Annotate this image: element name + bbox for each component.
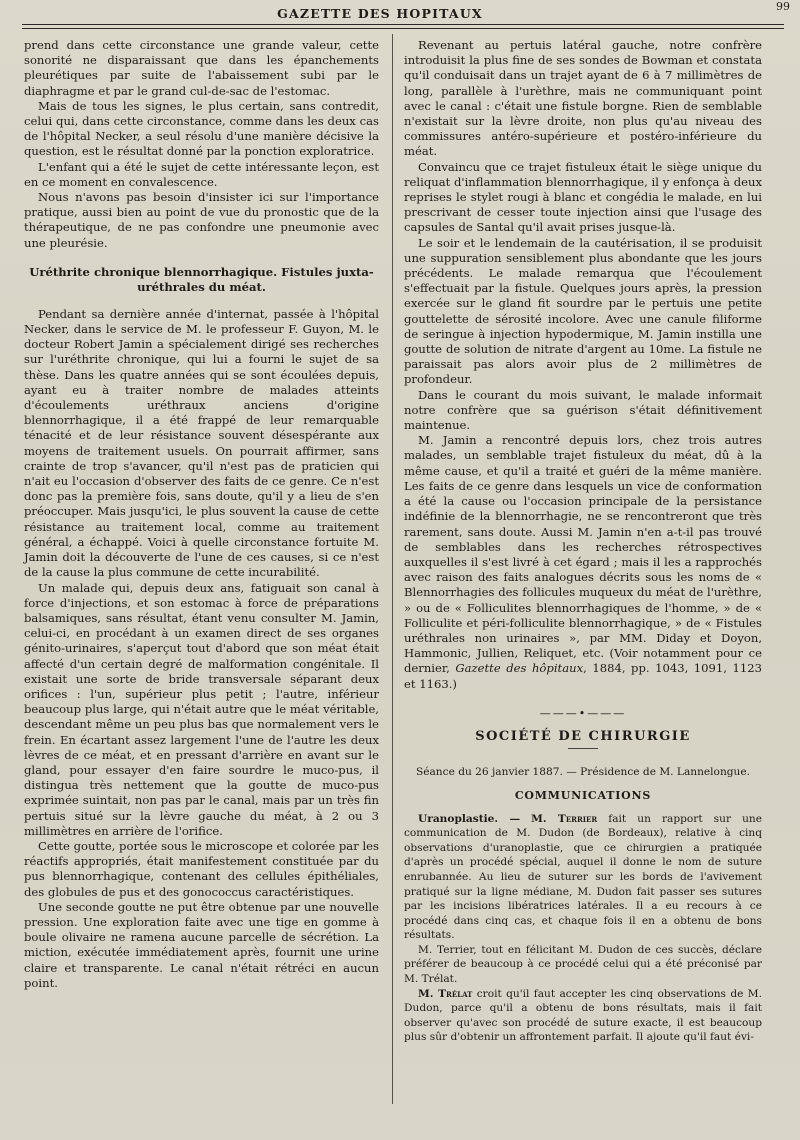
- paragraph: Mais de tous les signes, le plus certain, sans contredit, celui qui, dans cette circonstance, comme dans les deux cas de l'hôpital Necker, a seul résolu d'une manière décisive la question, est le résultat donné par la ponction exploratrice.: [24, 98, 379, 159]
- paragraph: [404, 812, 762, 943]
- header-rule-thin: [22, 28, 784, 29]
- paragraph: [404, 987, 762, 1045]
- speaker-name: M. Terrier: [531, 812, 598, 825]
- paragraph-text: croit qu'il faut accepter les cinq observations de M. Dudon, parce qu'il a obtenu de bons résultats, mais il fait observer qu'avec son procédé de suture exacte, il est beaucoup plus sûr d'obtenir un affrontement parfait. Il ajoute qu'il faut évi-: [404, 987, 762, 1044]
- paragraph-text: M. Jamin a rencontré depuis lors, chez trois autres malades, un semblable trajet fistuleux du méat, dû à la même cause, et qu'il a traité et guéri de la même manière. Les faits de ce genre dans lesquels un vice de conformation a été la cause ou l'occasion principale de la persistance indéfinie de la blennorrhagie, ne se rencontreront que très rarement, sans doute. Aussi M. Jamin n'en a-t-il pas trouvé de semblables dans les recherches rétrospectives auxquelles il s'est livré à cet égard ; mais il les a rapprochés avec raison des faits analogues décrits sous les noms de « Blennorrhagies des follicules muqueux du méat de l'urèthre, » ou de « Folliculites blennorrhagiques de l'homme, » de « Folliculite et péri-folliculite blennorrhagique, » de « Fistules uréthrales non urinaires », par MM. Diday et Doyon, Hammonic, Jullien, Reliquet, etc. (Voir notamment pour ce dernier,: [404, 433, 762, 676]
- paragraph: Un malade qui, depuis deux ans, fatiguait son canal à force d'injections, et son estomac à force de préparations balsamiques, sans résultat, étant venu consulter M. Jamin, celui-ci, en procédant à un examen direct de ses organes génito-urinaires, s'aperçut tout d'abord que son méat était affecté d'un certain degré de malformation congénitale. Il existait une sorte de bride transversale séparant deux orifices : l'un, supérieur plus petit ; l'autre, inférieur beaucoup plus large, qui n'était autre que le méat véritable, descendant même un peu plus bas que normalement vers le frein. En écartant assez largement l'une de l'autre les deux lèvres de ce méat, et en pressant d'arrière en avant sur le gland, pour essayer d'en faire sourdre le muco-pus, il distingua très nettement que la goutte de muco-pus exprimée suintait, non pas par le canal, mais par un très fin pertuis situé sur la lèvre gauche du méat, à 2 ou 3 millimètres en arrière de l'orifice.: [24, 580, 379, 838]
- paragraph: L'enfant qui a été le sujet de cette intéressante leçon, est en ce moment en convalescence.: [24, 159, 379, 189]
- paragraph: Convaincu que ce trajet fistuleux était le siège unique du reliquat d'inflammation blennorrhagique, il y enfonça à deux reprises le stylet rougi à blanc et congédia le malade, en lui prescrivant de cesser toute injection ainsi que l'usage des capsules de Santal qu'il avait prises jusque-là.: [404, 159, 762, 235]
- paragraph: Une seconde goutte ne put être obtenue par une nouvelle pression. Une exploration faite avec une tige en gomme à boule olivaire ne ramena aucune parcelle de sécrétion. La miction, exécutée immédiatement après, fournit une urine claire et transparente. Le canal n'était rétréci en aucun point.: [24, 899, 379, 990]
- header-rule-thick: [22, 24, 784, 25]
- seance-line: Séance du 26 janvier 1887. — Présidence de M. Lannelongue.: [415, 766, 751, 779]
- paragraph: Revenant au pertuis latéral gauche, notre confrère introduisit la plus fine de ses sondes de Bowman et constata qu'il conduisait dans un trajet ayant de 6 à 7 millimètres de long, parallèle à l'urèthre, mais ne communiquant point avec le canal : c'était une fistule borgne. Rien de semblable n'existait sur la lèvre droite, non plus qu'au niveau des commissures antéro-supérieure et postéro-inférieure du méat.: [404, 38, 762, 159]
- paragraph: [404, 433, 762, 691]
- section-title-societe: SOCIÉTÉ DE CHIRURGIE: [475, 728, 691, 744]
- paragraph: Nous n'avons pas besoin d'insister ici sur l'importance pratique, aussi bien au point de vue du pronostic que de la thérapeutique, de ne pas confondre une pneumonie avec une pleurésie.: [24, 190, 379, 250]
- paragraph-text: fait un rapport sur une communication de M. Dudon (de Bordeaux), relative à cinq observations d'uranoplastie, que ce chirurgien a pratiquée d'après un procédé spécial, auquel il donne le nom de suture enrubannée. Au lieu de suturer sur les bords de l'avivement pratiqué sur la ligne médiane, M. Dudon fait passer ses sutures par les incisions libératrices latérales. Il a eu recours à ce procédé dans cinq cas, et chaque fois il en a obtenu de bons résultats.: [404, 812, 762, 942]
- paragraph: Dans le courant du mois suivant, le malade informait notre confrère que sa guérison s'était définitivement maintenue.: [404, 387, 762, 433]
- left-column: [24, 38, 379, 991]
- paragraph: Le soir et le lendemain de la cautérisation, il se produisit une suppuration sensiblement plus abondante que les jours précédents. Le malade remarqua que l'écoulement s'effectuait par la fistule. Quelques jours après, la pression exercée sur le gland fit sourdre par le pertuis une petite gouttelette de sérosité incolore. Avec une canule filiforme de seringue à injection hypodermique, M. Jamin instilla une goutte de solution de nitrate d'argent au 10me. La fistule ne paraissait pas alors avoir plus de 2 millimètres de profondeur.: [404, 235, 762, 387]
- section-heading: Uréthrite chronique blennorrhagique. Fistules juxta-uréthrales du méat.: [29, 264, 374, 294]
- journal-title: GAZETTE DES HOPITAUX: [277, 6, 483, 21]
- column-divider: [392, 34, 393, 1104]
- paragraph: M. Terrier, tout en félicitant M. Dudon de ces succès, déclare préférer de beaucoup à ce procédé celui qui a été préconisé par M. Trélat.: [404, 943, 762, 986]
- paragraph: Cette goutte, portée sous le microscope et colorée par les réactifs appropriés, était manifestement constituée par du pus blennorrhagique, contenant des cellules épithéliales, des globules de pus et des gonococcus caractéristiques.: [24, 838, 379, 899]
- paragraph: prend dans cette circonstance une grande valeur, cette sonorité ne disparaissant que dans les épanchements pleurétiques par suite de l'abaissement subi par le diaphragme et par le grand cul-de-sac de l'estomac.: [24, 38, 379, 98]
- short-rule: [568, 748, 598, 749]
- page-number: 99: [776, 0, 790, 13]
- runin-heading: Uranoplastie. —: [418, 812, 521, 825]
- citation-journal: Gazette des hôpitaux: [455, 661, 584, 676]
- citation-pages: , 1884, pp. 1043, 1091, 1123 et 1163.): [404, 661, 763, 691]
- communications-heading: COMMUNICATIONS: [514, 789, 652, 803]
- speaker-name: M. Trélat: [418, 987, 473, 1000]
- ornament-divider: ———•———: [539, 706, 627, 720]
- right-column: [404, 38, 762, 1045]
- paragraph: Pendant sa dernière année d'internat, passée à l'hôpital Necker, dans le service de M. le professeur F. Guyon, M. le docteur Robert Jamin a spécialement dirigé ses recherches sur l'uréthrite chronique, qui lui a fourni le sujet de sa thèse. Dans les quatre années qui se sont écoulées depuis, ayant eu à traiter nombre de malades atteints d'écoulements uréthraux anciens d'origine blennorrhagique, il a été frappé de leur remarquable ténacité et de leur résistance souvent désespérante aux moyens de traitement usuels. On pourrait affirmer, sans crainte de trop s'avancer, qu'il n'est pas de praticien qui n'ait eu l'occasion d'observer des faits de ce genre. Ce n'est donc pas la première fois, sans doute, qu'il y a lieu de s'en préoccuper. Mais jusqu'ici, le plus souvent la cause de cette résistance au traitement local, comme au traitement général, a échappé. Voici à quelle circonstance fortuite M. Jamin doit la découverte de l'une de ces causes, si ce n'est de la cause la plus commune de cette incurabilité.: [24, 306, 379, 580]
